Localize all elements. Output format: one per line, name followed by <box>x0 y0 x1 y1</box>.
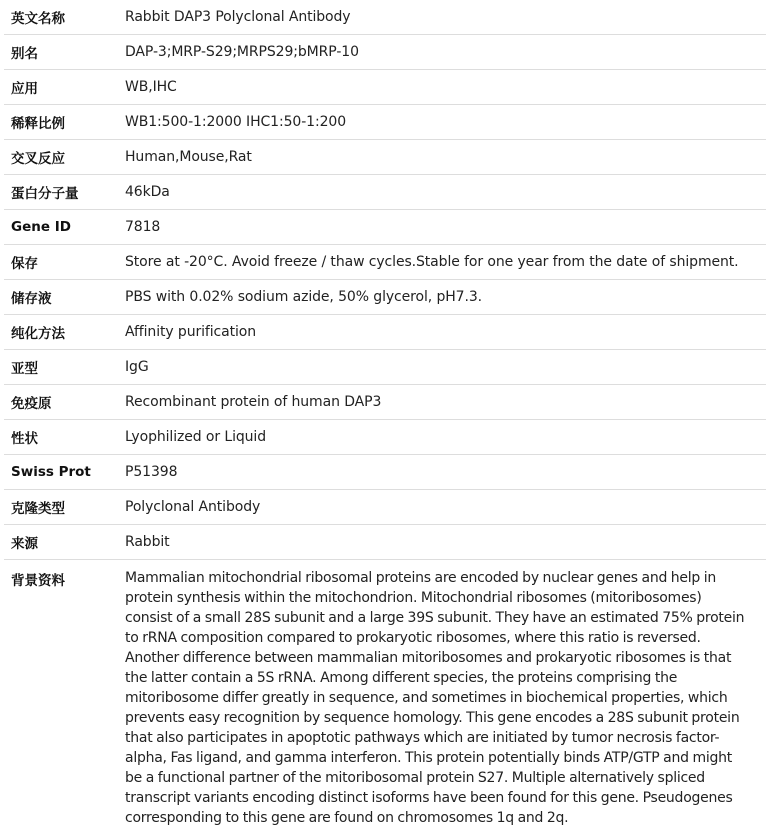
row-value: Store at -20°C. Avoid freeze / thaw cycles.Stable for one year from the date of shipment. <box>125 254 739 270</box>
row-application <box>4 70 766 105</box>
row-value: Rabbit DAP3 Polyclonal Antibody <box>125 9 351 25</box>
row-label: Gene ID <box>11 219 71 235</box>
row-reactivity <box>4 140 766 175</box>
row-storage-buffer <box>4 280 766 315</box>
row-label: 稀释比例 <box>11 116 65 132</box>
row-value: Rabbit <box>125 534 170 550</box>
row-label: 保存 <box>11 256 38 272</box>
row-value: Polyclonal Antibody <box>125 499 261 515</box>
row-label: 别名 <box>11 46 38 62</box>
row-value: 46kDa <box>125 184 170 200</box>
row-label: 克隆类型 <box>11 501 65 517</box>
row-value: Human,Mouse,Rat <box>125 149 252 165</box>
row-label: 应用 <box>11 81 38 97</box>
row-storage <box>4 245 766 280</box>
row-label: 来源 <box>11 536 38 552</box>
row-value: P51398 <box>125 464 178 480</box>
row-value: 7818 <box>125 219 161 235</box>
row-label: 亚型 <box>11 361 38 377</box>
row-purification <box>4 315 766 350</box>
row-label: 纯化方法 <box>11 326 65 342</box>
row-molecular-weight <box>4 175 766 210</box>
row-dilution <box>4 105 766 140</box>
row-value: Affinity purification <box>125 324 257 340</box>
row-clonality <box>4 490 766 525</box>
row-value: Lyophilized or Liquid <box>125 429 266 445</box>
row-isotype <box>4 350 766 385</box>
row-label: 储存液 <box>11 291 52 307</box>
row-immunogen <box>4 385 766 420</box>
row-value: DAP-3;MRP-S29;MRPS29;bMRP-10 <box>125 44 359 60</box>
row-label: 性状 <box>11 431 38 447</box>
row-background <box>4 560 766 828</box>
row-value: WB1:500-1:2000 IHC1:50-1:200 <box>125 114 347 130</box>
row-form <box>4 420 766 455</box>
row-host <box>4 525 766 560</box>
row-value: IgG <box>125 359 149 375</box>
row-value: PBS with 0.02% sodium azide, 50% glycerol, pH7.3. <box>125 289 483 305</box>
row-aliases <box>4 35 766 70</box>
product-spec-table <box>4 0 766 828</box>
row-label: 英文名称 <box>11 11 65 27</box>
row-value: Recombinant protein of human DAP3 <box>125 394 382 410</box>
row-label: 蛋白分子量 <box>11 186 79 202</box>
row-label: 免疫原 <box>11 396 52 412</box>
row-english-name <box>4 0 766 35</box>
row-swiss-prot <box>4 455 766 490</box>
background-text: Mammalian mitochondrial ribosomal proteins are encoded by nuclear genes and help in protein synthesis within the mitochondrion. Mitochondrial ribosomes (mitoribosomes) consist of a small 28S subunit and a large 39S subunit. They have an estimated 75% protein to rRNA composition compared to prokaryotic ribosomes, where this ratio is reversed. Another difference between mammalian mitoribosomes and prokaryotic ribosomes is that the latter contain a 5S rRNA. Among different species, the proteins comprising the mitoribosome differ greatly in sequence, and sometimes in biochemical properties, which prevents easy recognition by sequence homology. This gene encodes a 28S subunit protein that also participates in apoptotic pathways which are initiated by tumor necrosis factor-alpha, Fas ligand, and gamma interferon. This protein potentially binds ATP/GTP and might be a functional partner of the mitoribosomal protein S27. Multiple alternatively spliced transcript variants encoding distinct isoforms have been found for this gene. Pseudogenes corresponding to this gene are found on chromosomes 1q and 2q. <box>125 570 745 826</box>
row-label: Swiss Prot <box>11 464 91 480</box>
row-gene-id <box>4 210 766 245</box>
row-label: 背景资料 <box>11 573 65 589</box>
row-value: WB,IHC <box>125 79 177 95</box>
row-label: 交叉反应 <box>11 151 65 167</box>
